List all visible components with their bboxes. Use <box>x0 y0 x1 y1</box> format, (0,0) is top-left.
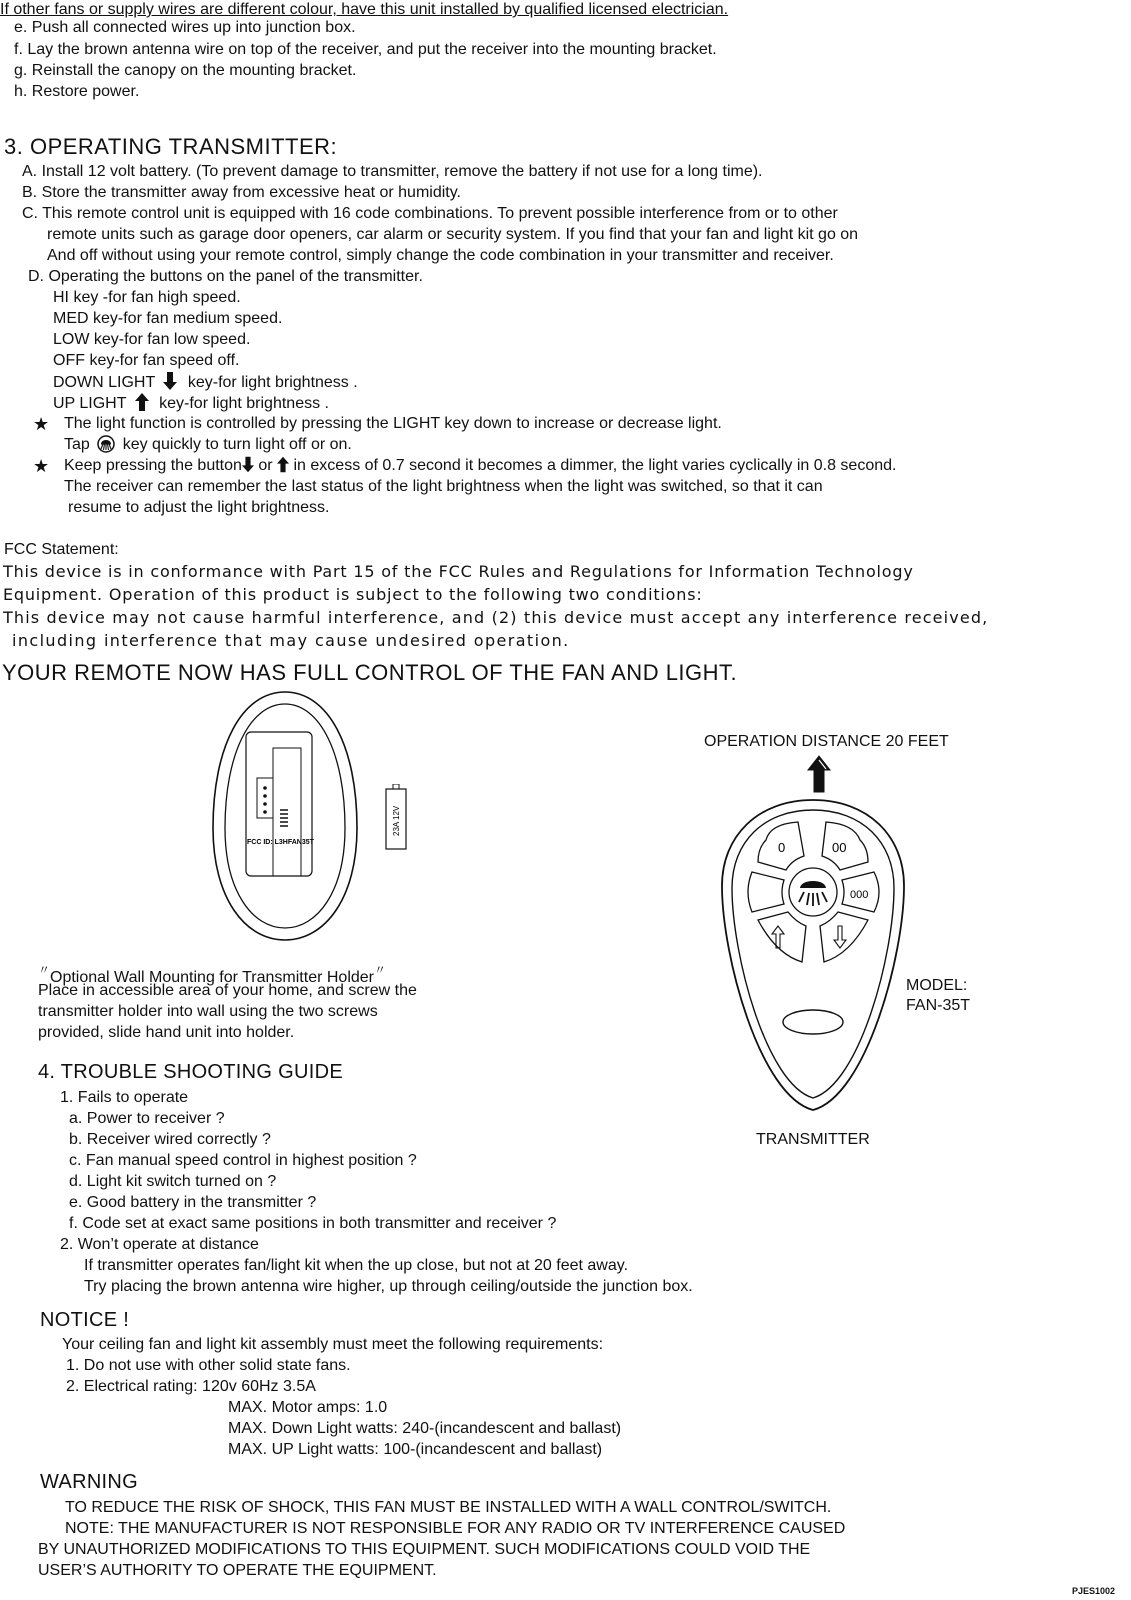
tap-label: Tap <box>64 436 90 453</box>
transmitter-illustration <box>718 796 908 1116</box>
operating-a: A. Install 12 volt battery. (To prevent damage to transmitter, remove the battery if not use for a long time). <box>22 163 763 180</box>
fcc-line-3: This device may not cause harmful interference, and (2) this device must accept any interference received, <box>3 608 989 627</box>
down-light-label: DOWN LIGHT <box>53 374 155 391</box>
arrow-down-icon <box>163 372 177 390</box>
light-function-note: The light function is controlled by pressing the LIGHT key down to increase or decrease light. <box>64 415 722 432</box>
or-label: or <box>258 457 273 474</box>
key-low: LOW key-for fan low speed. <box>53 331 251 348</box>
key-up-light <box>53 393 329 414</box>
fcc-line-4: including interference that may cause undesired operation. <box>12 631 570 650</box>
trouble-2a: If transmitter operates fan/light kit when the up close, but not at 20 feet away. <box>84 1257 629 1274</box>
trouble-heading: 4. TROUBLE SHOOTING GUIDE <box>38 1061 343 1083</box>
down-light-desc: key-for light brightness . <box>187 374 358 391</box>
battery-illustration <box>384 784 408 850</box>
up-light-label: UP LIGHT <box>53 395 127 412</box>
operating-heading: 3. OPERATING TRANSMITTER: <box>4 134 338 159</box>
notice-max-up: MAX. UP Light watts: 100-(incandescent and ballast) <box>228 1441 603 1458</box>
star-icon: ★ <box>33 414 50 434</box>
transmitter-led-window <box>783 1010 843 1034</box>
warning-line-1: TO REDUCE THE RISK OF SHOCK, THIS FAN MUST BE INSTALLED WITH A WALL CONTROL/SWITCH. <box>65 1499 832 1516</box>
transmitter-label: TRANSMITTER <box>756 1131 870 1148</box>
wall-mount-line-3: provided, slide hand unit into holder. <box>38 1024 295 1041</box>
wall-mount-line-1: Place in accessible area of your home, and screw the <box>38 982 417 999</box>
step-h: h. Restore power. <box>14 83 140 100</box>
wall-mount-line-2: transmitter holder into wall using the two screws <box>38 1003 378 1020</box>
arrow-down-icon <box>242 456 254 473</box>
fcc-heading: FCC Statement: <box>4 541 119 558</box>
notice-max-motor: MAX. Motor amps: 1.0 <box>228 1399 388 1416</box>
full-control-headline: YOUR REMOTE NOW HAS FULL CONTROL OF THE FAN AND LIGHT. <box>2 660 738 685</box>
svg-text:0: 0 <box>778 840 786 855</box>
arrow-up-icon <box>135 393 149 411</box>
transmitter-key-off[interactable] <box>748 872 784 912</box>
key-off: OFF key-for fan speed off. <box>53 352 240 369</box>
fcc-line-2: Equipment. Operation of this product is subject to the following two conditions: <box>3 585 703 604</box>
svg-text:00: 00 <box>832 840 847 855</box>
operating-d: D. Operating the buttons on the panel of the transmitter. <box>28 268 423 285</box>
dimmer-note <box>64 456 896 476</box>
operation-distance-label: OPERATION DISTANCE 20 FEET <box>704 733 949 750</box>
operating-c1: C. This remote control unit is equipped with 16 code combinations. To prevent possible interference from or to other <box>22 205 838 222</box>
wall-mount-title-text: Optional Wall Mounting for Transmitter Holder <box>50 969 374 986</box>
wall-holder-illustration <box>200 688 370 948</box>
wiring-warning-line: If other fans or supply wires are different colour, have this unit installed by qualified licensed electrician. <box>0 1 729 18</box>
trouble-1e: e. Good battery in the transmitter ? <box>69 1194 317 1211</box>
tap-note <box>64 435 352 455</box>
trouble-1: 1. Fails to operate <box>60 1089 189 1106</box>
trouble-1c: c. Fan manual speed control in highest position ? <box>69 1152 417 1169</box>
warning-heading: WARNING <box>40 1471 139 1493</box>
svg-text:000: 000 <box>850 889 869 901</box>
fcc-line-1: This device is in conformance with Part 15 of the FCC Rules and Regulations for Information Technology <box>3 562 914 581</box>
notice-max-down: MAX. Down Light watts: 240-(incandescent and ballast) <box>228 1420 622 1437</box>
star-icon: ★ <box>33 456 50 476</box>
receiver-memory-2: resume to adjust the light brightness. <box>68 499 330 516</box>
warning-line-4: USER’S AUTHORITY TO OPERATE THE EQUIPMENT. <box>38 1562 437 1579</box>
up-light-desc: key-for light brightness . <box>159 395 329 412</box>
trouble-2: 2. Won’t operate at distance <box>60 1236 259 1253</box>
battery-label: 23A 12V <box>392 805 401 836</box>
footer-code: PJES1002 <box>1072 1586 1116 1596</box>
model-label: MODEL: <box>906 977 968 994</box>
notice-req-1: 1. Do not use with other solid state fans. <box>66 1357 351 1374</box>
operating-c2: remote units such as garage door openers, car alarm or security system. If you find that your fan and light kit go on <box>47 226 859 243</box>
trouble-2b: Try placing the brown antenna wire higher, up through ceiling/outside the junction box. <box>84 1278 693 1295</box>
transmitter-key-high[interactable] <box>842 872 879 912</box>
operating-c3: And off without using your remote control, simply change the code combination in your transmitter and receiver. <box>47 247 834 264</box>
key-down-light <box>53 372 358 393</box>
trouble-1b: b. Receiver wired correctly ? <box>69 1131 271 1148</box>
warning-line-2: NOTE: THE MANUFACTURER IS NOT RESPONSIBLE FOR ANY RADIO OR TV INTERFERENCE CAUSED <box>65 1520 846 1537</box>
step-f: f. Lay the brown antenna wire on top of the receiver, and put the receiver into the mounting bracket. <box>14 41 717 58</box>
holder-fcc-id: FCC ID: L3HFAN35T <box>247 839 314 846</box>
key-med: MED key-for fan medium speed. <box>53 310 283 327</box>
model-value: FAN-35T <box>906 997 971 1014</box>
keep-pressing-label: Keep pressing the button <box>64 457 242 474</box>
signal-arrow-icon <box>805 754 833 794</box>
tap-desc: key quickly to turn light off or on. <box>122 436 352 453</box>
trouble-1f: f. Code set at exact same positions in both transmitter and receiver ? <box>69 1215 557 1232</box>
trouble-1a: a. Power to receiver ? <box>69 1110 225 1127</box>
arrow-up-icon <box>277 456 289 473</box>
notice-heading: NOTICE ! <box>40 1309 130 1331</box>
step-g: g. Reinstall the canopy on the mounting bracket. <box>14 62 357 79</box>
step-e: e. Push all connected wires up into junction box. <box>14 19 356 36</box>
warning-line-3: BY UNAUTHORIZED MODIFICATIONS TO THIS EQUIPMENT. SUCH MODIFICATIONS COULD VOID THE <box>38 1541 811 1558</box>
notice-intro: Your ceiling fan and light kit assembly must meet the following requirements: <box>62 1336 604 1353</box>
key-hi: HI key -for fan high speed. <box>53 289 241 306</box>
operating-b: B. Store the transmitter away from excessive heat or humidity. <box>22 184 461 201</box>
open-quote-glyph: 〃 <box>38 963 51 977</box>
notice-req-2: 2. Electrical rating: 120v 60Hz 3.5A <box>66 1378 316 1395</box>
close-quote-glyph: 〃 <box>374 963 387 977</box>
transmitter-key-light[interactable] <box>789 868 837 916</box>
light-key-icon <box>96 435 116 453</box>
dimmer-desc: in excess of 0.7 second it becomes a dimmer, the light varies cyclically in 0.8 second. <box>293 457 897 474</box>
trouble-1d: d. Light kit switch turned on ? <box>69 1173 277 1190</box>
receiver-memory-1: The receiver can remember the last status of the light brightness when the light was switched, so that it can <box>64 478 823 495</box>
